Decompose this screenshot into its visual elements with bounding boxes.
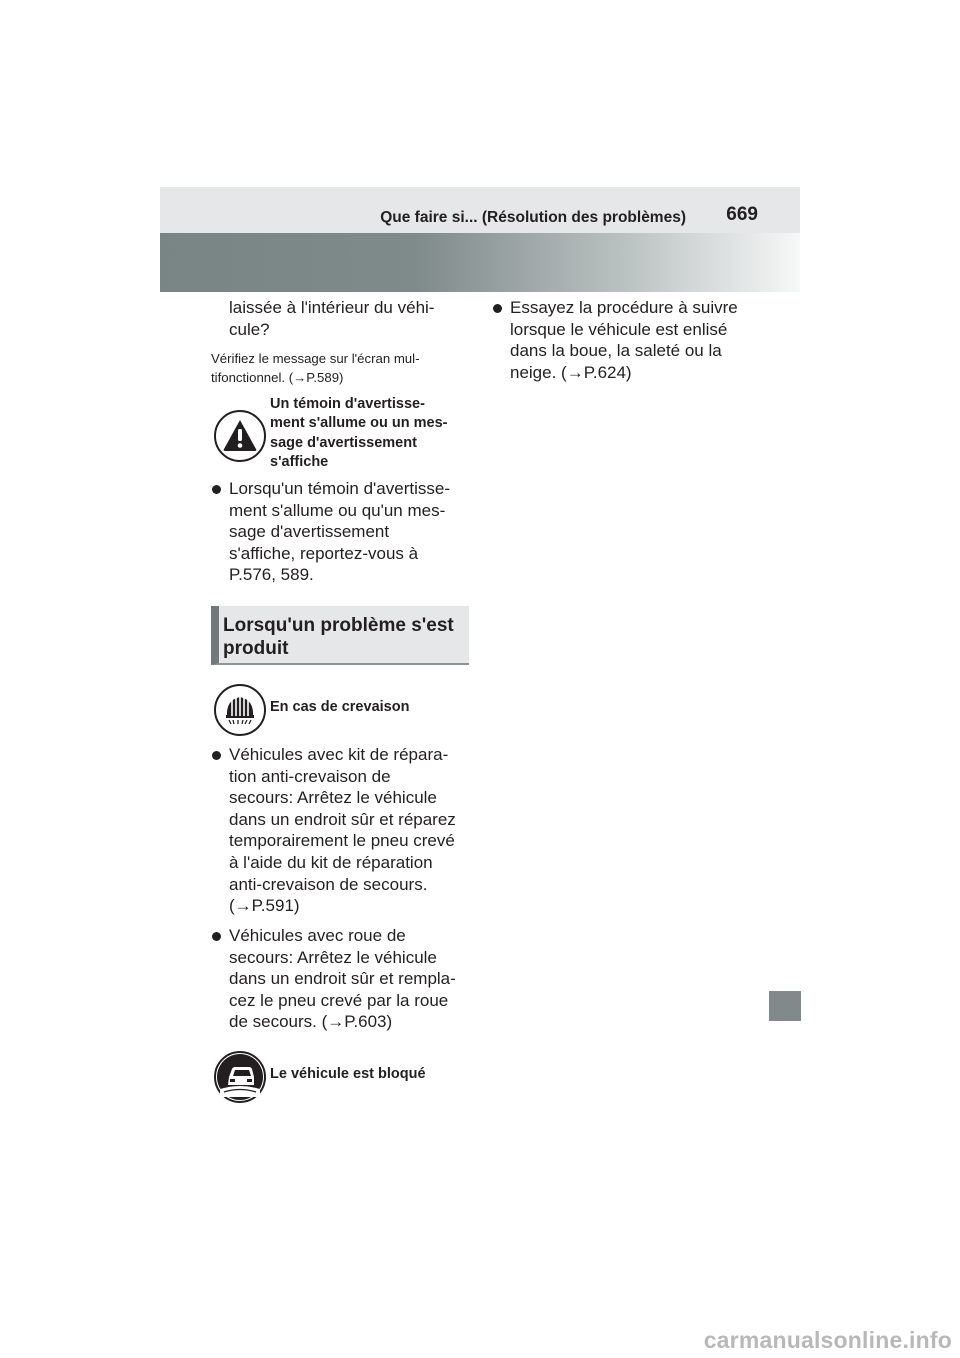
flat-tire-bullet-2 (229, 925, 474, 1033)
section-title: Lorsqu'un problème s'est produit (223, 615, 454, 659)
flat-tire-icon (216, 686, 264, 734)
warning-label: Un témoin d'avertisse- ment s'allume ou un mes- sage d'avertissement s'affiche (270, 396, 448, 470)
warning-icon-circle (214, 410, 266, 462)
note-text: Vérifiez le message sur l'écran mul- tifonctionnel. (→P.589) (211, 351, 420, 385)
bullet-dot (493, 304, 502, 313)
flat-tire-icon-circle (214, 684, 266, 736)
flat-tire-bullet-2-text: Véhicules avec roue de secours: Arrêtez le véhicule dans un endroit sûr et rempla- cez le pneu crevé par la roue de secours. (→P.603) (229, 926, 456, 1032)
bullet-dot (212, 485, 221, 494)
bullet-dot (212, 751, 221, 760)
warning-triangle-icon (216, 412, 264, 460)
flat-tire-bullet-1 (229, 744, 474, 917)
warning-bullet (229, 478, 474, 586)
flat-tire-label: En cas de crevaison (270, 699, 410, 715)
stuck-vehicle-label: Le véhicule est bloqué (270, 1066, 426, 1082)
header-gradient-band (160, 233, 800, 292)
continuation-text: laissée à l'intérieur du véhi- cule? (229, 298, 435, 339)
stuck-vehicle-bullet (510, 297, 760, 383)
stuck-vehicle-bullet-text: Essayez la procédure à suivre lorsque le véhicule est enlisé dans la boue, la saleté ou la neige. (→P.624) (510, 298, 738, 382)
flat-tire-bullet-1-text: Véhicules avec kit de répara- tion anti-crevaison de secours: Arrêtez le véhicule dans un endroit sûr et réparez temporairement le pneu crevé à l'aide du kit de réparation anti-crevaison de secours. (→P.591) (229, 745, 456, 916)
stuck-vehicle-icon-circle (214, 1051, 266, 1103)
watermark: carmanualsonline.info (703, 1327, 952, 1353)
chapter-thumb-tab (769, 991, 801, 1021)
bullet-dot (212, 932, 221, 941)
header-title: Que faire si... (Résolution des problèmes) (380, 209, 686, 226)
warning-bullet-text: Lorsqu'un témoin d'avertisse- ment s'allume ou qu'un mes- sage d'avertissement s'affiche, reportez-vous à P.576, 589. (229, 479, 450, 585)
page-header (160, 187, 800, 233)
page-number: 669 (726, 204, 758, 225)
section-header (211, 606, 469, 665)
stuck-vehicle-icon (216, 1053, 264, 1101)
